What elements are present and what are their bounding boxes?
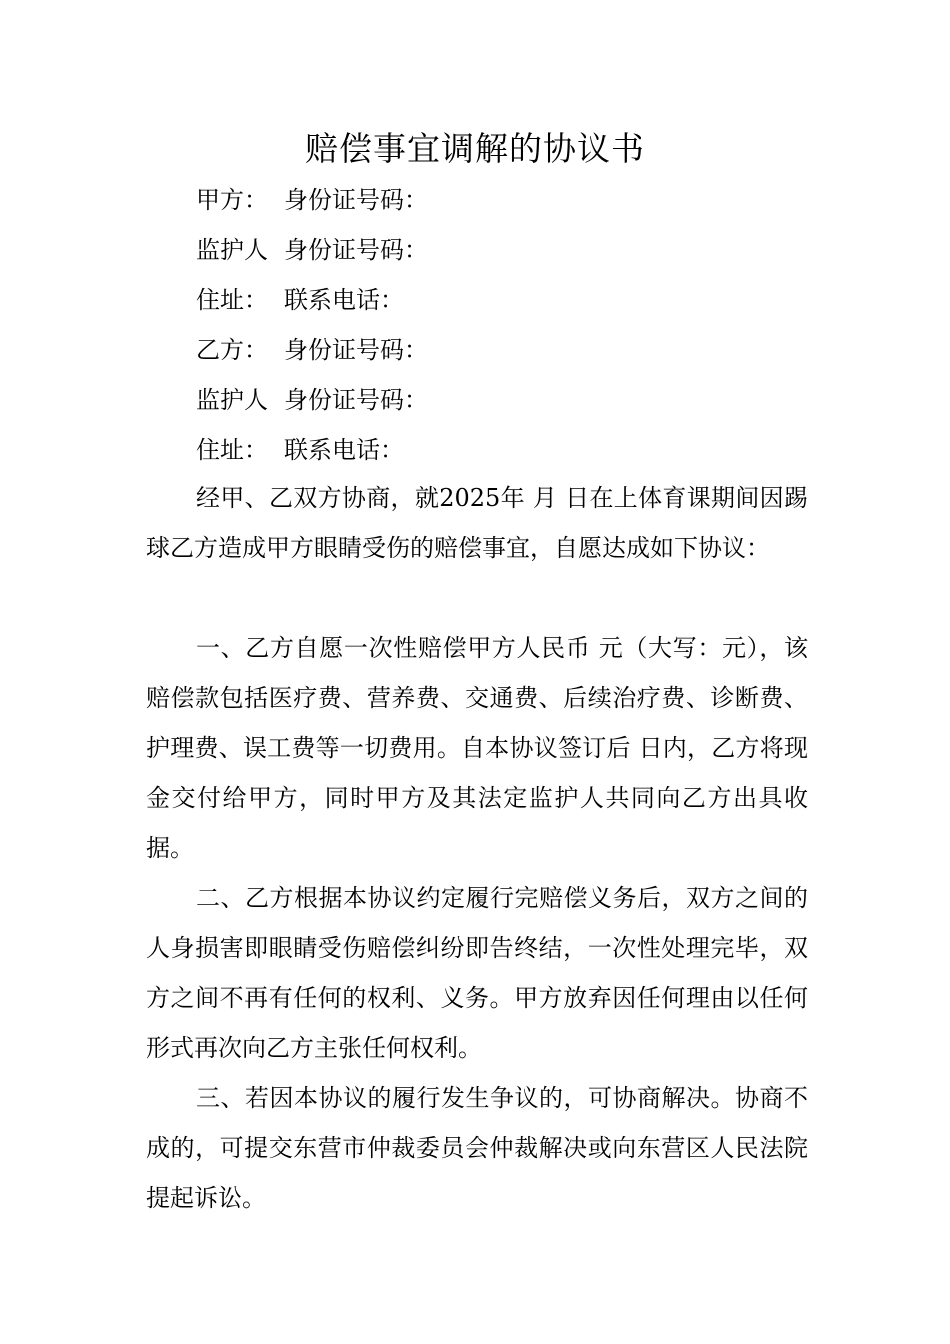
party-b-line — [196, 335, 428, 365]
clause-three: 三、若因本协议的履行发生争议的，可协商解决。协商不成的，可提交东营市仲裁委员会仲裁解决或向东营区人民法院提起诉讼。 — [146, 1084, 808, 1212]
party-a-guardian-id-field: 身份证号码： — [284, 236, 428, 264]
party-b-guardian-line — [196, 385, 428, 415]
party-b-guardian-id-field: 身份证号码： — [284, 386, 428, 414]
party-b-address-line — [196, 435, 404, 465]
party-b-guardian-label: 监护人 — [196, 386, 268, 414]
intro-paragraph: 经甲、乙双方协商，就2025年 月 日在上体育课期间因踢球乙方造成甲方眼睛受伤的赔偿事宜，自愿达成如下协议： — [146, 484, 808, 562]
party-b-id-field: 身份证号码： — [284, 336, 428, 364]
party-a-id-field: 身份证号码： — [284, 186, 428, 214]
party-a-guardian-label: 监护人 — [196, 236, 268, 264]
party-b-label: 乙方： — [196, 336, 268, 364]
party-a-address-line — [196, 285, 404, 315]
document-title: 赔偿事宜调解的协议书 — [305, 129, 645, 168]
party-a-address-label: 住址： — [196, 286, 268, 314]
party-b-phone-field: 联系电话： — [284, 436, 404, 464]
clause-one: 一、乙方自愿一次性赔偿甲方人民币 元（大写：元），该赔偿款包括医疗费、营养费、交通费、后续治疗费、诊断费、护理费、误工费等一切费用。自本协议签订后 日内，乙方将现金交付给甲方，同时甲方及其法定监护人共同向乙方出具收据。 — [146, 634, 808, 862]
party-a-label: 甲方： — [196, 186, 268, 214]
party-a-guardian-line — [196, 235, 428, 265]
clause-two: 二、乙方根据本协议约定履行完赔偿义务后，双方之间的人身损害即眼睛受伤赔偿纠纷即告终结，一次性处理完毕，双方之间不再有任何的权利、义务。甲方放弃因任何理由以任何形式再次向乙方主张任何权利。 — [146, 884, 808, 1062]
party-a-phone-field: 联系电话： — [284, 286, 404, 314]
party-a-line — [196, 185, 428, 215]
party-b-address-label: 住址： — [196, 436, 268, 464]
